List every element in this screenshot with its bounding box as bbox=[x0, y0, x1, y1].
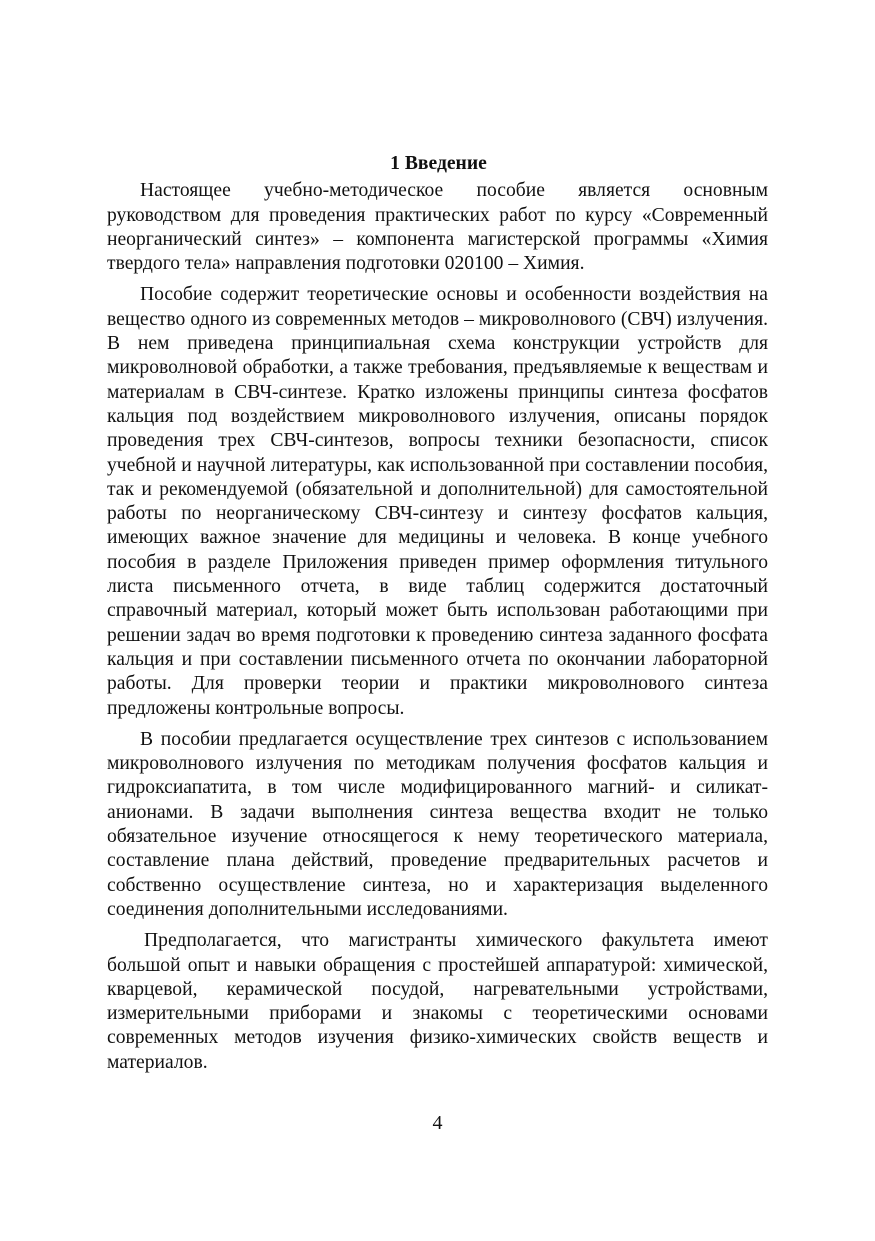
page-number: 4 bbox=[432, 1112, 443, 1134]
paragraph-syntheses: В пособии предлагается осуществление трех синтезов с использованием микроволнового излучения по методикам получения фосфатов кальция и гидроксиапатита, в том числе модифицированного магний- и силикат-анионами. В задачи выполнения синтеза вещества входит не только обязательное изучение относящегося к нему теоретического материала, составление плана действий, проведение предварительных расчетов и собственно осуществление синтеза, но и характеризация выделенного соединения дополнительными исследованиями. bbox=[107, 728, 768, 920]
paragraph-contents: Пособие содержит теоретические основы и особенности воздействия на вещество одного из современных методов – микроволнового (СВЧ) излучения. В нем приведена принципиальная схема конструкции устройств для микроволновой обработки, а также требования, предъявляемые к веществам и материалам в СВЧ-синтезе. Кратко изложены принципы синтеза фосфатов кальция под воздействием микроволнового излучения, описаны порядок проведения трех СВЧ-синтезов, вопросы техники безопасности, список учебной и научной литературы, как использованной при составлении пособия, так и рекомендуемой (обязательной и дополнительной) для самостоятельной работы по неорганическому СВЧ-синтезу и синтезу фосфатов кальция, имеющих важное значение для медицины и человека. В конце учебного пособия в разделе Приложения приведен пример оформления титульного листа письменного отчета, в виде таблиц содержится достаточный справочный материал, который может быть использован работающими при решении задач во время подготовки к проведению синтеза заданного фосфата кальция и при составлении письменного отчета по окончании лабораторной работы. Для проверки теории и практики микроволнового синтеза предложены контрольные вопросы. bbox=[107, 284, 768, 719]
paragraph-prerequisites: Предполагается, что магистранты химического факультета имеют большой опыт и навыки обращения с простейшей аппаратурой: химической, кварцевой, керамической посудой, нагревательными устройствами, измерительными приборами и знакомы с теоретическими основами современных методов изучения физико-химических свойств веществ и материалов. bbox=[107, 930, 768, 1073]
paragraph-intro: Настоящее учебно-методическое пособие является основным руководством для проведения практических работ по курсу «Современный неорганический синтез» – компонента магистерской программы «Химия твердого тела» направления подготовки 020100 – Химия. bbox=[107, 180, 768, 275]
page-content bbox=[107, 152, 768, 1075]
section-heading: 1 Введение bbox=[390, 153, 487, 174]
